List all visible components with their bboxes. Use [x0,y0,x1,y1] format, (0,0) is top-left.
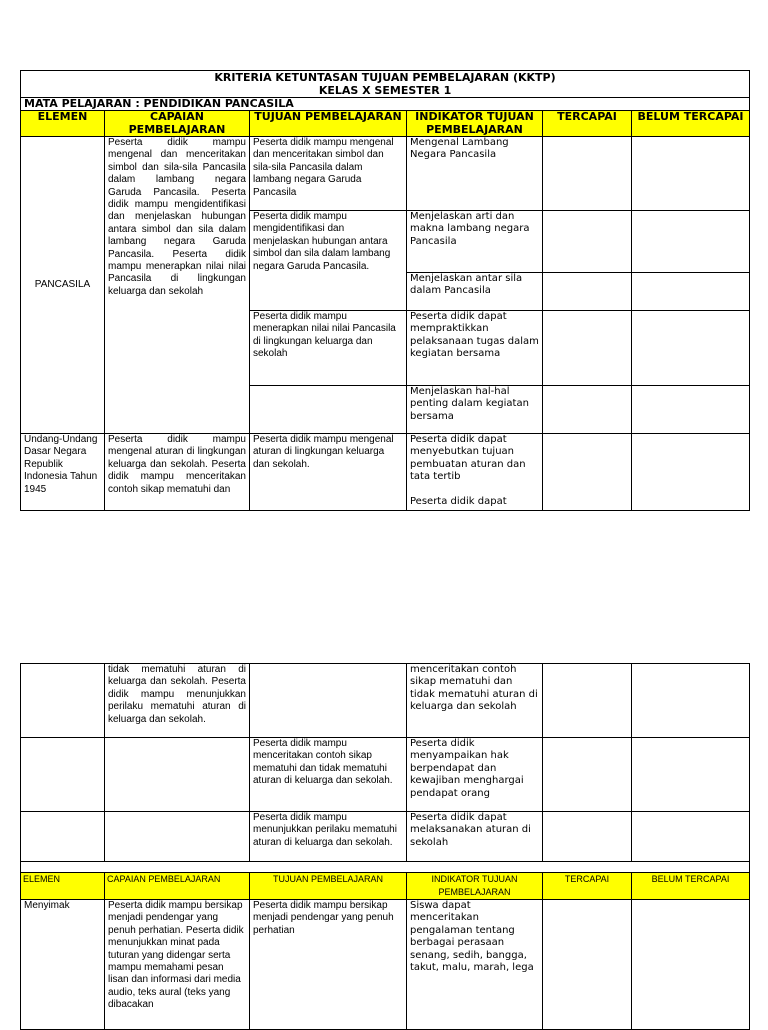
tercapai-cell[interactable] [543,434,632,511]
indikator-text: Peserta didik dapat [410,495,507,507]
indikator-cell: Menjelaskan antar sila dalam Pancasila [407,273,543,311]
tercapai-cell[interactable] [543,664,632,738]
indikator-cell: Mengenal Lambang Negara Pancasila [407,137,543,211]
elemen-cell [21,812,105,862]
tujuan-cell: Peserta didik mampu menceritakan contoh sikap mematuhi dan tidak mematuhi aturan di keluarga dan sekolah. [250,738,407,812]
header-indikator: INDIKATOR TUJUAN PEMBELAJARAN [407,111,543,137]
capaian-cell: tidak mematuhi aturan di keluarga dan sekolah. Peserta didik mampu menunjukkan perilaku mematuhi aturan di keluarga dan sekolah. [105,664,250,738]
table-row [21,137,750,211]
capaian-cell [105,738,250,812]
table-row [21,900,750,1030]
header-capaian: CAPAIAN PEMBELAJARAN [105,111,250,137]
header-tercapai: TERCAPAI [543,873,632,900]
elemen-cell [21,664,105,738]
table-row [21,812,750,862]
header-elemen: ELEMEN [21,873,105,900]
elemen-cell [21,738,105,812]
indikator-cell: Peserta didik dapat melaksanakan aturan di sekolah [407,812,543,862]
elemen-cell: Undang-Undang Dasar Negara Republik Indonesia Tahun 1945 [21,434,105,511]
indikator-cell: Menjelaskan arti dan makna lambang negara Pancasila [407,211,543,273]
tujuan-cell: Peserta didik mampu mengidentifikasi dan menjelaskan hubungan antara simbol dan sila dalam lambang negara Garuda Pancasila. [250,211,407,311]
header-indikator: INDIKATOR TUJUAN PEMBELAJARAN [407,873,543,900]
indikator-cell: Peserta didik dapat mempraktikkan pelaksanaan tugas dalam kegiatan bersama [407,311,543,386]
title-line-1: KRITERIA KETUNTASAN TUJUAN PEMBELAJARAN (KKTP) [214,71,556,84]
table-row [21,664,750,738]
header-belum-tercapai: BELUM TERCAPAI [632,873,750,900]
belum-tercapai-cell[interactable] [632,900,750,1030]
header-tercapai: TERCAPAI [543,111,632,137]
capaian-cell: Peserta didik mampu mengenal aturan di lingkungan keluarga dan sekolah. Peserta didik mampu menceritakan contoh sikap mematuhi dan [105,434,250,511]
indikator-cell [407,434,543,511]
tujuan-cell: Peserta didik mampu bersikap menjadi pendengar yang penuh perhatian [250,900,407,1030]
belum-tercapai-cell[interactable] [632,812,750,862]
tercapai-cell[interactable] [543,386,632,434]
elemen-cell: PANCASILA [21,137,105,434]
indikator-cell: menceritakan contoh sikap mematuhi dan tidak mematuhi aturan di keluarga dan sekolah [407,664,543,738]
belum-tercapai-cell[interactable] [632,137,750,211]
belum-tercapai-cell[interactable] [632,434,750,511]
header-capaian: CAPAIAN PEMBELAJARAN [105,873,250,900]
tercapai-cell[interactable] [543,900,632,1030]
tujuan-cell: Peserta didik mampu mengenal dan menceritakan simbol dan sila-sila Pancasila dalam lambang negara Garuda Pancasila [250,137,407,211]
table-row [21,738,750,812]
indikator-cell: Menjelaskan hal-hal penting dalam kegiatan bersama [407,386,543,434]
belum-tercapai-cell[interactable] [632,311,750,386]
header-belum-tercapai: BELUM TERCAPAI [632,111,750,137]
tujuan-cell: Peserta didik mampu menerapkan nilai nilai Pancasila di lingkungan keluarga dan sekolah [250,311,407,386]
belum-tercapai-cell[interactable] [632,386,750,434]
kktp-table-page2 [20,663,750,1030]
indikator-cell: Siswa dapat menceritakan pengalaman tentang berbagai perasaan senang, sedih, bangga, takut, malu, marah, lega [407,900,543,1030]
indikator-cell: Peserta didik menyampaikan hak berpendapat dan kewajiban menghargai pendapat orang [407,738,543,812]
tercapai-cell[interactable] [543,311,632,386]
table-row [21,434,750,511]
header-row [21,873,750,900]
belum-tercapai-cell[interactable] [632,211,750,273]
belum-tercapai-cell[interactable] [632,273,750,311]
tujuan-cell [250,386,407,434]
belum-tercapai-cell[interactable] [632,664,750,738]
tercapai-cell[interactable] [543,738,632,812]
tercapai-cell[interactable] [543,812,632,862]
title-line-2: KELAS X SEMESTER 1 [318,84,452,97]
header-elemen: ELEMEN [21,111,105,137]
tercapai-cell[interactable] [543,211,632,273]
tujuan-cell: Peserta didik mampu mengenal aturan di lingkungan keluarga dan sekolah. [250,434,407,511]
belum-tercapai-cell[interactable] [632,738,750,812]
elemen-cell: Menyimak [21,900,105,1030]
header-row [21,111,750,137]
tujuan-cell [250,664,407,738]
capaian-cell: Peserta didik mampu mengenal dan menceritakan simbol dan sila-sila Pancasila dalam lambang negara Garuda Pancasila. Peserta didik mampu mengidentifikasi dan menjelaskan hubungan antara simbol dan sila dalam lambang negara Garuda Pancasila. Peserta didik mampu menerapkan nilai nilai Pancasila di lingkungan keluarga dan sekolah [105,137,250,434]
tercapai-cell[interactable] [543,137,632,211]
spacer-cell [21,862,750,873]
header-tujuan: TUJUAN PEMBELAJARAN [250,873,407,900]
tercapai-cell[interactable] [543,273,632,311]
subject-label: MATA PELAJARAN : PENDIDIKAN PANCASILA [21,98,750,111]
kktp-table-page1 [20,70,750,511]
header-tujuan: TUJUAN PEMBELAJARAN [250,111,407,137]
document-title [21,71,750,98]
tujuan-cell: Peserta didik mampu menunjukkan perilaku mematuhi aturan di keluarga dan sekolah. [250,812,407,862]
indikator-text: Peserta didik dapat menyebutkan tujuan pembuatan aturan dan tata tertib [410,434,526,483]
capaian-cell [105,812,250,862]
capaian-cell: Peserta didik mampu bersikap menjadi pendengar yang penuh perhatian. Peserta didik menunjukkan minat pada tuturan yang didengar serta mampu memahami pesan lisan dan informasi dari media audio, teks aural (teks yang dibacakan [105,900,250,1030]
spacer-row [21,862,750,873]
